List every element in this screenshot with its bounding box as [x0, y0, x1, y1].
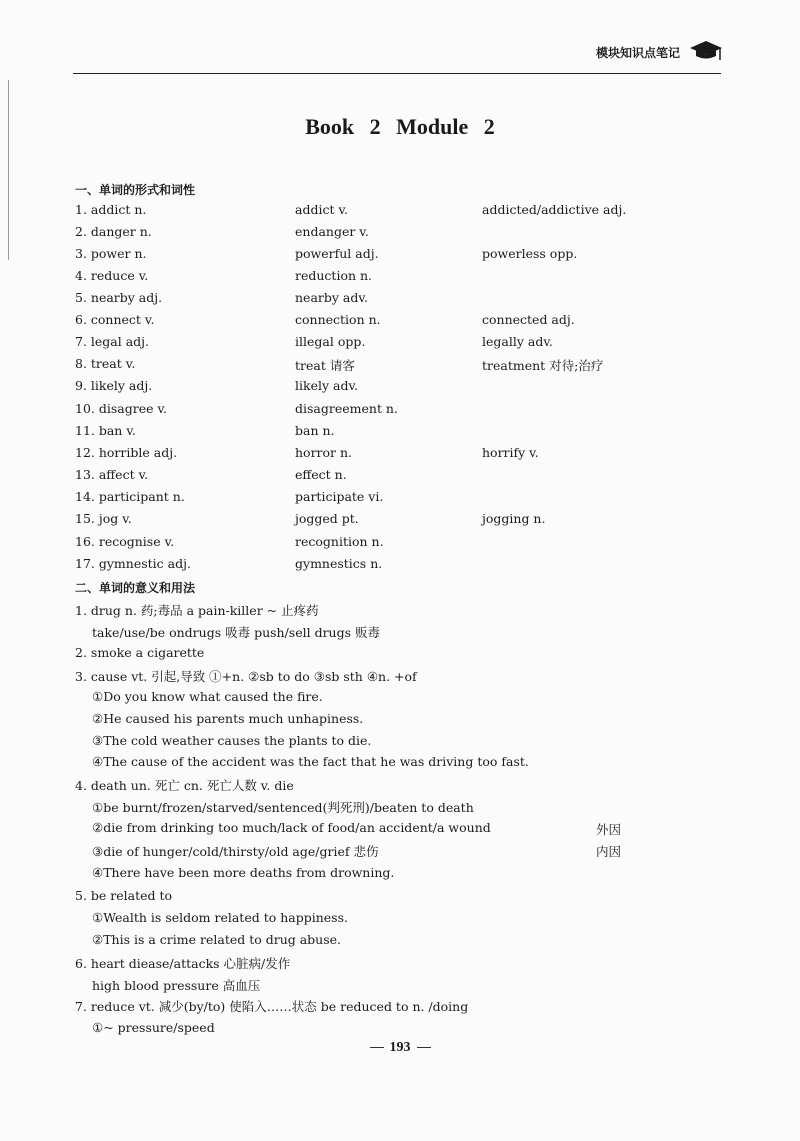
base-word: 5. nearby adj.: [75, 290, 163, 305]
usage-line: 3. cause vt. 引起,导致 ①+n. ②sb to do ③sb sth ④n. +of: [75, 669, 417, 684]
table-row: [0, 378, 800, 400]
derived-form: gymnestics n.: [295, 556, 383, 571]
table-row: [0, 202, 800, 224]
derived-form: ban n.: [295, 423, 335, 438]
usage-line: ①~ pressure/speed: [92, 1020, 215, 1035]
table-row: [0, 224, 800, 246]
derived-form: powerful adj.: [295, 246, 379, 261]
table-row: [0, 290, 800, 312]
section-heading-word-usage: 二、单词的意义和用法: [75, 581, 196, 595]
table-row: [0, 312, 800, 334]
base-word: 8. treat v.: [75, 356, 136, 371]
derived-form: participate vi.: [295, 489, 384, 504]
usage-line: ④There have been more deaths from drowning.: [92, 865, 395, 880]
base-word: 13. affect v.: [75, 467, 149, 482]
related-form: legally adv.: [482, 334, 553, 349]
base-word: 7. legal adj.: [75, 334, 150, 349]
section-heading-word-forms: 一、单词的形式和词性: [75, 183, 196, 197]
derived-form: horror n.: [295, 445, 353, 460]
related-form: connected adj.: [482, 312, 575, 327]
table-row: [0, 489, 800, 511]
usage-line: high blood pressure 高血压: [92, 978, 261, 993]
base-word: 11. ban v.: [75, 423, 136, 438]
derived-form: reduction n.: [295, 268, 373, 283]
usage-line: ①Do you know what caused the fire.: [92, 689, 323, 704]
page-number: [0, 1040, 800, 1056]
base-word: 1. addict n.: [75, 202, 147, 217]
usage-line: 1. drug n. 药;毒品 a pain-killer ~ 止疼药: [75, 603, 319, 618]
derived-form: recognition n.: [295, 534, 384, 549]
base-word: 6. connect v.: [75, 312, 155, 327]
table-row: [0, 556, 800, 578]
table-row: [0, 356, 800, 378]
usage-line: ②He caused his parents much unhapiness.: [92, 711, 364, 726]
table-row: [0, 423, 800, 445]
table-row: [0, 511, 800, 533]
base-word: 14. participant n.: [75, 489, 185, 504]
usage-line: ②This is a crime related to drug abuse.: [92, 932, 342, 947]
usage-line: 6. heart diease/attacks 心脏病/发作: [75, 956, 291, 971]
table-row: [0, 268, 800, 290]
base-word: 15. jog v.: [75, 511, 132, 526]
usage-line: ③The cold weather causes the plants to die.: [92, 733, 372, 748]
usage-line: ③die of hunger/cold/thirsty/old age/grief 悲伤: [92, 844, 379, 859]
derived-form: likely adv.: [295, 378, 359, 393]
derived-form: disagreement n.: [295, 401, 398, 416]
base-word: 2. danger n.: [75, 224, 152, 239]
base-word: 16. recognise v.: [75, 534, 175, 549]
usage-line: ④The cause of the accident was the fact that he was driving too fast.: [92, 754, 529, 769]
base-word: 4. reduce v.: [75, 268, 149, 283]
side-note-internal-cause: 内因: [596, 844, 622, 859]
derived-form: treat 请客: [295, 358, 355, 373]
base-word: 17. gymnestic adj.: [75, 556, 191, 571]
table-row: [0, 334, 800, 356]
header-rule: [73, 73, 721, 74]
derived-form: nearby adv.: [295, 290, 368, 305]
usage-line: take/use/be ondrugs 吸毒 push/sell drugs 贩毒: [92, 625, 381, 640]
derived-form: connection n.: [295, 312, 381, 327]
base-word: 12. horrible adj.: [75, 445, 178, 460]
page-number-value: 193: [389, 1040, 411, 1055]
base-word: 10. disagree v.: [75, 401, 168, 416]
derived-form: illegal opp.: [295, 334, 366, 349]
related-form: powerless opp.: [482, 246, 578, 261]
usage-line: 2. smoke a cigarette: [75, 645, 205, 660]
related-form: treatment 对待;治疗: [482, 358, 604, 373]
derived-form: effect n.: [295, 467, 347, 482]
related-form: horrify v.: [482, 445, 539, 460]
page-number-dash: [417, 1047, 431, 1048]
graduation-cap-icon: [688, 38, 724, 64]
usage-line: ①be burnt/frozen/starved/sentenced(判死刑)/beaten to death: [92, 800, 474, 815]
usage-line: 4. death un. 死亡 cn. 死亡人数 v. die: [75, 778, 294, 793]
table-row: [0, 401, 800, 423]
related-form: addicted/addictive adj.: [482, 202, 627, 217]
base-word: 3. power n.: [75, 246, 147, 261]
side-note-external-cause: 外因: [596, 822, 622, 837]
page-title: Book 2 Module 2: [305, 114, 495, 139]
table-row: [0, 534, 800, 556]
table-row: [0, 246, 800, 268]
derived-form: addict v.: [295, 202, 349, 217]
table-row: [0, 445, 800, 467]
usage-line: 7. reduce vt. 减少(by/to) 使陷入……状态 be reduced to n. /doing: [75, 999, 469, 1014]
related-form: jogging n.: [482, 511, 546, 526]
base-word: 9. likely adj.: [75, 378, 153, 393]
usage-line: ①Wealth is seldom related to happiness.: [92, 910, 348, 925]
derived-form: endanger v.: [295, 224, 369, 239]
derived-form: jogged pt.: [295, 511, 359, 526]
header-title: 模块知识点笔记: [596, 46, 681, 60]
usage-line: 5. be related to: [75, 888, 173, 903]
page-number-dash: [370, 1047, 384, 1048]
usage-line: ②die from drinking too much/lack of food/an accident/a wound: [92, 820, 491, 835]
table-row: [0, 467, 800, 489]
